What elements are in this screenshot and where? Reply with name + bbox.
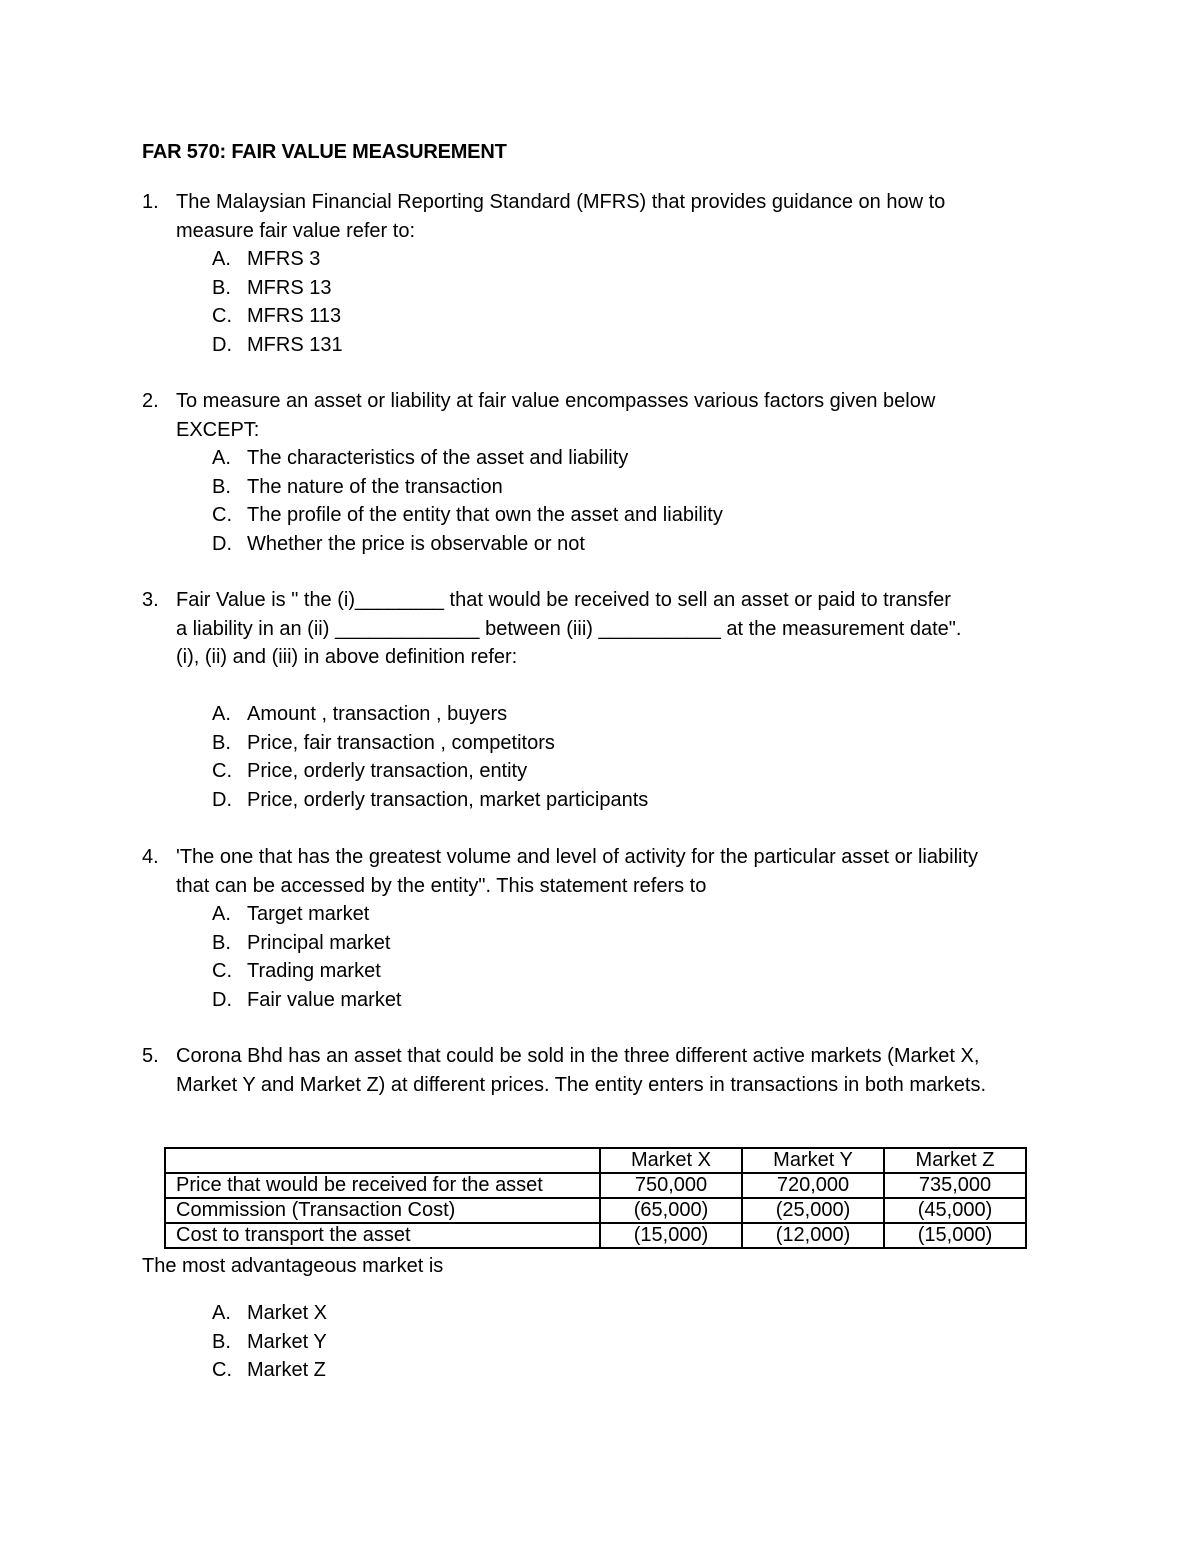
table-cell: 735,000: [884, 1173, 1026, 1198]
option-text: The characteristics of the asset and liability: [247, 447, 629, 469]
option-text: MFRS 13: [247, 276, 332, 299]
table-cell: 750,000: [600, 1173, 742, 1198]
table-cell: 720,000: [742, 1173, 884, 1198]
option-text: Price, orderly transaction, market participants: [247, 788, 649, 811]
option-text: Amount , transaction , buyers: [247, 703, 508, 725]
table-row: [165, 1223, 1026, 1248]
question-line: Fair Value is " the (i)________ that would be received to sell an asset or paid to transfer: [176, 589, 951, 611]
option-b: [142, 929, 1062, 958]
question-number: 4.: [142, 846, 159, 868]
question-text: [176, 1042, 1062, 1099]
option-list: [142, 245, 1062, 359]
option-text: Fair value market: [247, 988, 402, 1011]
question-line: Market Y and Market Z) at different prices. The entity enters in transactions in both markets.: [176, 1073, 987, 1096]
question-line: 'The one that has the greatest volume and level of activity for the particular asset or liability: [176, 846, 979, 868]
table-header-cell: [165, 1148, 600, 1173]
option-list: [142, 900, 1062, 1014]
option-text: MFRS 113: [247, 305, 342, 327]
option-c: [142, 1356, 1062, 1385]
option-b: [142, 1328, 1062, 1357]
option-list: [142, 1299, 1062, 1385]
option-text: The profile of the entity that own the asset and liability: [247, 504, 723, 526]
question-line: Corona Bhd has an asset that could be sold in the three different active markets (Market X,: [176, 1045, 980, 1067]
option-text: MFRS 131: [247, 333, 343, 356]
option-letter: C.: [212, 305, 232, 327]
option-c: [142, 957, 1062, 986]
table-cell: (12,000): [742, 1223, 884, 1248]
option-letter: B.: [212, 931, 231, 954]
question-number: 3.: [142, 589, 159, 611]
option-b: [142, 473, 1062, 502]
option-letter: A.: [212, 248, 231, 270]
option-letter: B.: [212, 276, 231, 299]
option-b: [142, 274, 1062, 303]
option-letter: A.: [212, 703, 231, 725]
option-letter: C.: [212, 760, 232, 782]
option-c: [142, 302, 1062, 331]
question-line: EXCEPT:: [176, 418, 260, 441]
question-5: [142, 1042, 1062, 1099]
question-number: 2.: [142, 390, 159, 412]
option-a: [142, 700, 1062, 729]
option-letter: D.: [212, 988, 232, 1011]
option-b: [142, 729, 1062, 758]
option-text: Principal market: [247, 931, 391, 954]
option-text: Target market: [247, 903, 370, 925]
question-line: that can be accessed by the entity". This statement refers to: [176, 874, 707, 897]
option-letter: A.: [212, 447, 231, 469]
question-prompt: The most advantageous market is: [142, 1255, 444, 1277]
question-line: measure fair value refer to:: [176, 219, 415, 242]
table-cell: (25,000): [742, 1198, 884, 1223]
table-row: [165, 1198, 1026, 1223]
question-1: [142, 188, 1062, 359]
table-cell: (15,000): [884, 1223, 1026, 1248]
option-a: [142, 1299, 1062, 1328]
option-letter: D.: [212, 333, 232, 356]
question-line: a liability in an (ii) _____________ between (iii) ___________ at the measurement date".: [176, 617, 962, 640]
document-title: FAR 570: FAIR VALUE MEASUREMENT: [142, 141, 507, 163]
table-header-cell: Market Z: [884, 1148, 1026, 1173]
market-table: [164, 1147, 1027, 1249]
option-a: [142, 245, 1062, 274]
table-row: [165, 1173, 1026, 1198]
option-text: Price, orderly transaction, entity: [247, 760, 528, 782]
table-row-label: Price that would be received for the asset: [165, 1173, 600, 1198]
question-4: [142, 843, 1062, 1014]
option-letter: B.: [212, 731, 231, 754]
option-text: MFRS 3: [247, 248, 321, 270]
question-text: [176, 387, 1062, 444]
option-text: Market Y: [247, 1330, 327, 1353]
question-text: [176, 586, 1062, 672]
table-cell: (45,000): [884, 1198, 1026, 1223]
spacer: [142, 672, 1062, 701]
table-header-row: [165, 1148, 1026, 1173]
option-d: [142, 986, 1062, 1015]
option-letter: C.: [212, 960, 232, 982]
option-d: [142, 786, 1062, 815]
question-2: [142, 387, 1062, 558]
option-letter: B.: [212, 1330, 231, 1353]
table-header-cell: Market X: [600, 1148, 742, 1173]
question-5-options: [142, 1299, 1062, 1385]
option-letter: D.: [212, 788, 232, 811]
option-text: Market X: [247, 1302, 328, 1324]
option-a: [142, 444, 1062, 473]
option-text: Market Z: [247, 1359, 326, 1381]
option-a: [142, 900, 1062, 929]
option-text: Whether the price is observable or not: [247, 532, 585, 555]
option-c: [142, 757, 1062, 786]
question-line: (i), (ii) and (iii) in above definition refer:: [176, 646, 518, 668]
option-c: [142, 501, 1062, 530]
table-row-label: Commission (Transaction Cost): [165, 1198, 600, 1223]
option-letter: C.: [212, 504, 232, 526]
question-number: 1.: [142, 191, 159, 213]
option-text: Price, fair transaction , competitors: [247, 731, 555, 754]
option-letter: A.: [212, 903, 231, 925]
option-d: [142, 530, 1062, 559]
question-line: To measure an asset or liability at fair value encompasses various factors given below: [176, 390, 936, 412]
option-list: [142, 444, 1062, 558]
option-letter: C.: [212, 1359, 232, 1381]
question-3: [142, 586, 1062, 814]
option-letter: B.: [212, 475, 231, 498]
table-row-label: Cost to transport the asset: [165, 1223, 600, 1248]
table-cell: (15,000): [600, 1223, 742, 1248]
question-text: [176, 843, 1062, 900]
option-list: [142, 700, 1062, 814]
question-text: [176, 188, 1062, 245]
option-text: The nature of the transaction: [247, 475, 503, 498]
option-text: Trading market: [247, 960, 381, 982]
option-letter: A.: [212, 1302, 231, 1324]
question-number: 5.: [142, 1045, 159, 1067]
table-cell: (65,000): [600, 1198, 742, 1223]
question-line: The Malaysian Financial Reporting Standard (MFRS) that provides guidance on how to: [176, 191, 946, 213]
option-d: [142, 331, 1062, 360]
table-header-cell: Market Y: [742, 1148, 884, 1173]
option-letter: D.: [212, 532, 232, 555]
